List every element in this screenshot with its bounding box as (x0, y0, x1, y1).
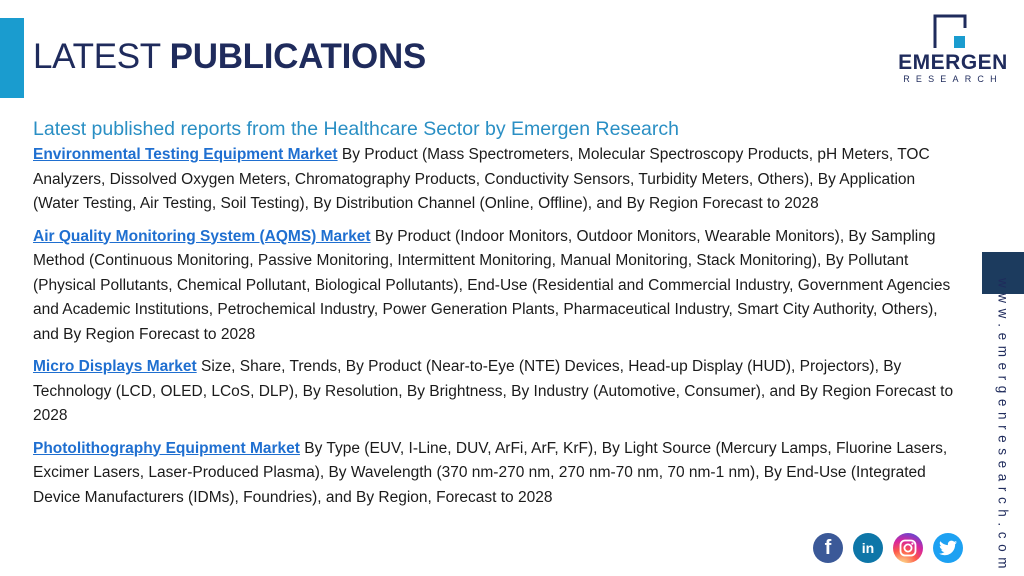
report-entry (33, 437, 958, 511)
report-entry (33, 143, 958, 217)
twitter-icon[interactable] (933, 533, 963, 563)
report-entry (33, 225, 958, 348)
logo-mark-icon (933, 14, 967, 50)
report-description: By Product (Mass Spectrometers, Molecular Spectroscopy Products, pH Meters, TOC Analyzers, Dissolved Oxygen Meters, Chromatography Products, Conductivity Sensors, Turbidity Meters, Others), By Application (Water Testing, Air Testing, Soil Testing), By Distribution Channel (Online, Offline), and By Region Forecast to 2028 (33, 146, 930, 212)
linkedin-glyph: in (861, 540, 875, 556)
logo-wordmark: EMERGEN (898, 51, 1008, 74)
report-entry (33, 355, 958, 429)
report-link[interactable]: Micro Displays Market (33, 358, 197, 375)
report-link[interactable]: Photolithography Equipment Market (33, 439, 300, 457)
report-description: By Type (EUV, I-Line, DUV, ArFi, ArF, KrF), By Light Source (Mercury Lamps, Fluorine Lasers, Excimer Lasers, Laser-Produced Plasma), By Wavelength (370 nm-270 nm, 270 nm-70 nm, 70 nm-1 nm), By End-Use (Integrated Device Manufacturers (IDMs), Foundries), and By Region, Forecast to 2028 (33, 439, 948, 506)
website-url[interactable]: www.emergenresearch.com (995, 277, 1011, 575)
report-description: By Product (Indoor Monitors, Outdoor Monitors, Wearable Monitors), By Sampling Method (Continuous Monitoring, Passive Monitoring, Intermittent Monitoring, Manual Monitoring, Stack Monitoring), By Pollutant (Physical Pollutants, Chemical Pollutant, Biological Pollutants), End-Use (Residential and Commercial Industry, Government Agencies and Academic Institutions, Petrochemical Industry, Power Generation Plants, Pharmaceutical Industry, Smart City Authority, Others), and By Region Forecast to 2028 (33, 227, 951, 343)
report-link[interactable]: Environmental Testing Equipment Market (33, 146, 338, 163)
social-links (813, 533, 963, 563)
instagram-camera-icon (899, 539, 917, 557)
report-description: Size, Share, Trends, By Product (Near-to-Eye (NTE) Devices, Head-up Display (HUD), Projectors), By Technology (LCD, OLED, LCoS, DLP), By Resolution, By Brightness, By Industry (Automotive, Consumer), and By Region Forecast to 2028 (33, 358, 954, 424)
facebook-glyph: f (824, 536, 832, 559)
report-list (33, 143, 958, 518)
title-light: LATEST (33, 37, 161, 76)
page-title (33, 36, 426, 78)
facebook-icon[interactable] (813, 533, 843, 563)
accent-bar (0, 18, 24, 98)
report-link[interactable]: Air Quality Monitoring System (AQMS) Market (33, 227, 371, 245)
section-subtitle: Latest published reports from the Healthcare Sector by Emergen Research (33, 118, 679, 140)
twitter-bird-icon (939, 540, 957, 556)
linkedin-icon[interactable] (853, 533, 883, 563)
title-bold: PUBLICATIONS (169, 37, 426, 76)
logo-subtext: RESEARCH (903, 74, 1003, 84)
instagram-icon[interactable] (893, 533, 923, 563)
emergen-logo[interactable] (896, 14, 1010, 86)
